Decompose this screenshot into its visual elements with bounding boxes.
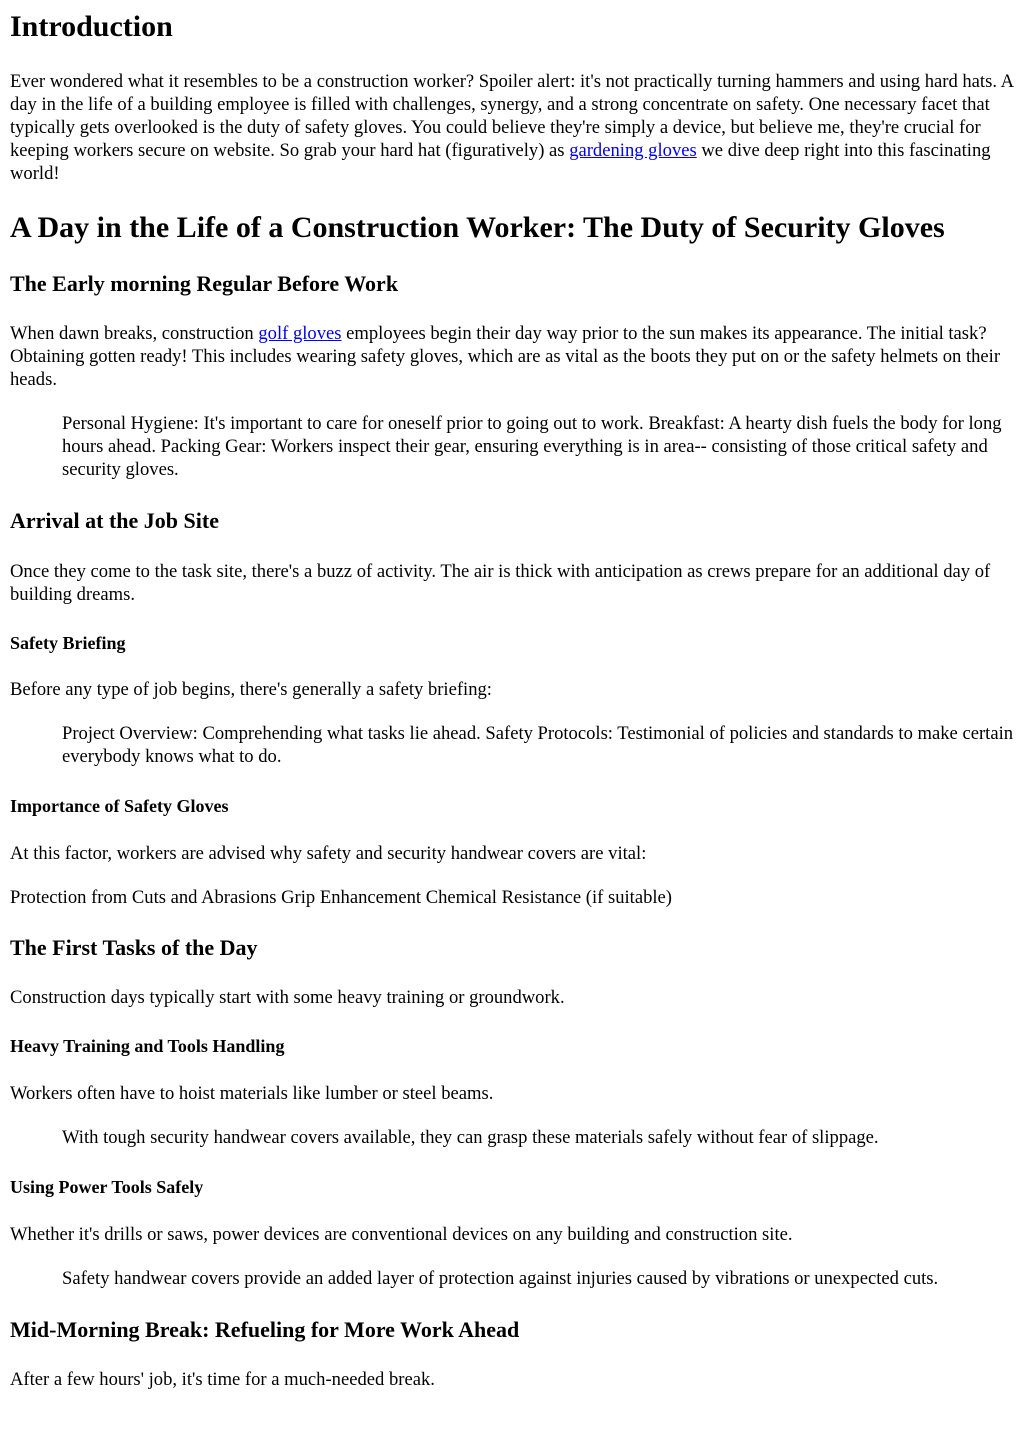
early-morning-paragraph (10, 322, 1014, 391)
arrival-paragraph: Once they come to the task site, there's a buzz of activity. The air is thick with anticipation as crews prepare for an additional day of building dreams. (10, 561, 991, 605)
gardening-gloves-link[interactable]: gardening gloves (569, 140, 697, 161)
safety-briefing-quote: Project Overview: Comprehending what tasks lie ahead. Safety Protocols: Testimonial of policies and standards to make certain everybody knows what to do. (62, 723, 1014, 767)
importance-list-line: Protection from Cuts and Abrasions Grip Enhancement Chemical Resistance (if suitable) (10, 887, 672, 908)
first-tasks-heading: The First Tasks of the Day (10, 935, 258, 960)
arrival-heading: Arrival at the Job Site (10, 508, 219, 533)
power-tools-heading: Using Power Tools Safely (10, 1177, 204, 1197)
early-morning-quote: Personal Hygiene: It's important to care for oneself prior to going out to work. Breakfast: A hearty dish fuels the body for long hours ahead. Packing Gear: Workers inspect their gear, ensuring everything is in area-- consisting of those critical safety and security gloves. (62, 413, 1002, 480)
heavy-training-paragraph: Workers often have to hoist materials like lumber or steel beams. (10, 1083, 494, 1104)
mid-morning-paragraph: After a few hours' job, it's time for a much-needed break. (10, 1369, 435, 1390)
article (0, 9, 1024, 1391)
power-tools-paragraph: Whether it's drills or saws, power devices are conventional devices on any building and construction site. (10, 1224, 793, 1245)
power-tools-quote: Safety handwear covers provide an added layer of protection against injuries caused by vibrations or unexpected cuts. (62, 1268, 939, 1289)
intro-text-start: Ever wondered what it resembles to be a construction worker? Spoiler alert: it's not practically turning hammers and using hard hats. A day in the life of a building employee is filled with challenges, synergy, and a strong concentrate on safety. One necessary facet that typically gets overlooked is the duty of safety gloves. You could believe they're simply a device, but believe me, they're crucial for keeping workers secure on website. So grab your hard hat (figuratively) as (10, 71, 1014, 161)
heavy-training-quote: With tough security handwear covers available, they can grasp these materials safely without fear of slippage. (62, 1127, 879, 1148)
importance-paragraph: At this factor, workers are advised why safety and security handwear covers are vital: (10, 843, 647, 864)
importance-heading: Importance of Safety Gloves (10, 796, 229, 816)
intro-paragraph (10, 70, 1014, 185)
safety-briefing-heading: Safety Briefing (10, 633, 126, 653)
early-morning-text-start: When dawn breaks, construction (10, 323, 259, 344)
first-tasks-paragraph: Construction days typically start with some heavy training or groundwork. (10, 987, 565, 1008)
early-morning-text-end: employees begin their day way prior to the sun makes its appearance. The initial task? Obtaining gotten ready! This includes wearing safety gloves, which are as vital as the boots they put on or the safety helmets on their heads. (10, 323, 1001, 390)
main-heading: A Day in the Life of a Construction Worker: The Duty of Security Gloves (10, 211, 945, 244)
intro-heading: Introduction (10, 10, 173, 43)
heavy-training-heading: Heavy Training and Tools Handling (10, 1036, 285, 1056)
intro-text-end: we dive deep right into this fascinating world! (10, 140, 991, 184)
safety-briefing-paragraph: Before any type of job begins, there's generally a safety briefing: (10, 679, 492, 700)
mid-morning-heading: Mid-Morning Break: Refueling for More Work Ahead (10, 1317, 520, 1342)
early-morning-heading: The Early morning Regular Before Work (10, 271, 399, 296)
golf-gloves-link[interactable]: golf gloves (258, 323, 342, 344)
